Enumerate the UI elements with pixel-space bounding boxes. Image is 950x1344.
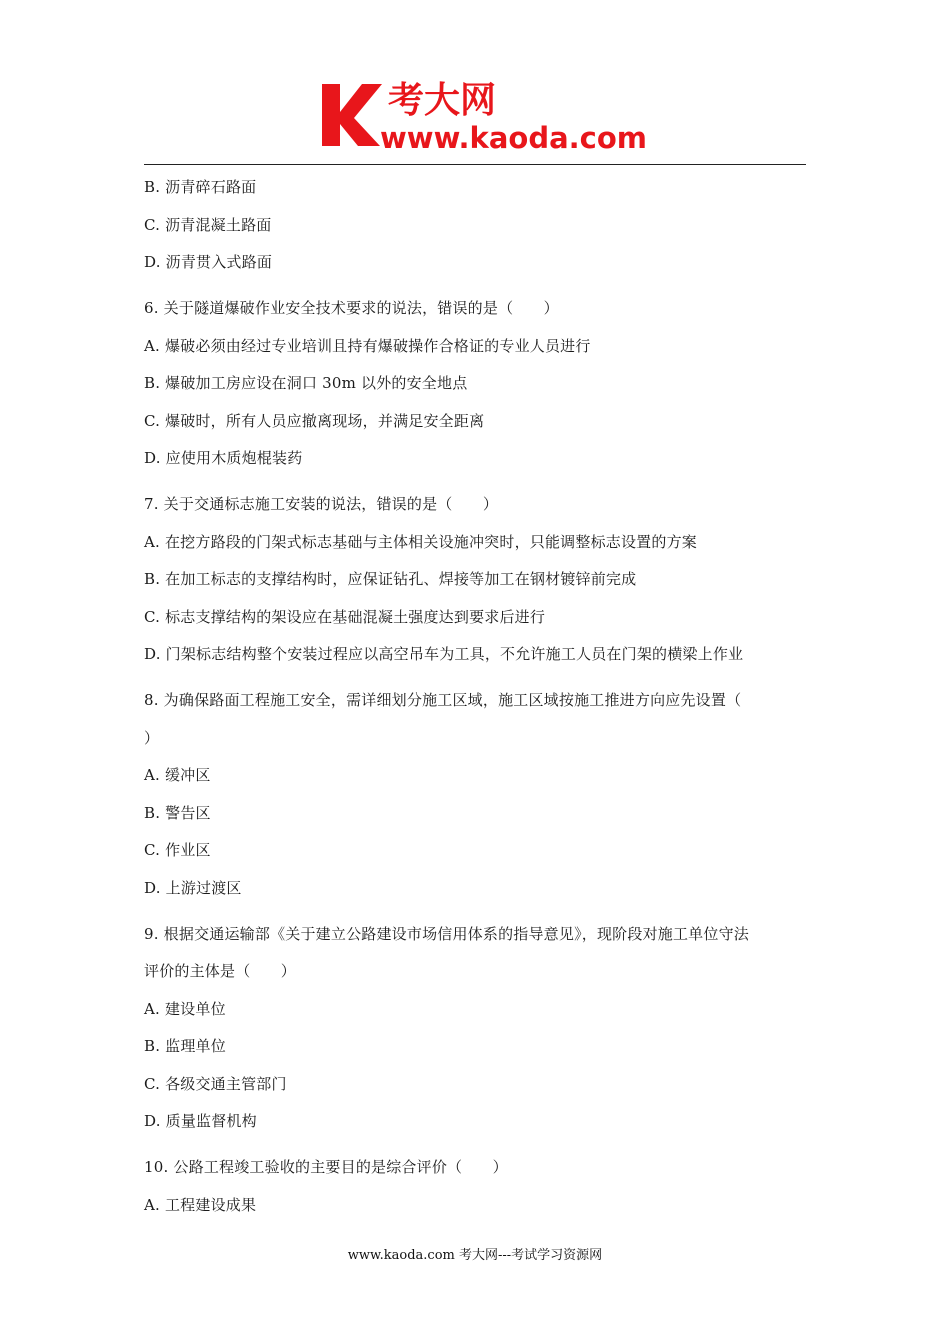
answer-option: A. 工程建设成果: [144, 1195, 257, 1214]
question-stem-continued: 评价的主体是（ ）: [144, 962, 297, 980]
exam-content: [144, 168, 808, 1215]
question-stem: 6. 关于隧道爆破作业安全技术要求的说法，错误的是（ ）: [144, 299, 559, 317]
answer-option: C. 作业区: [144, 841, 211, 859]
answer-option: C. 标志支撑结构的架设应在基础混凝土强度达到要求后进行: [144, 607, 546, 626]
header-divider: [144, 164, 806, 165]
logo-title: 考大网: [388, 80, 497, 121]
question-stem: 7. 关于交通标志施工安装的说法，错误的是（ ）: [144, 495, 499, 513]
question-stem: 9. 根据交通运输部《关于建立公路建设市场信用体系的指导意见》，现阶段对施工单位守法: [144, 924, 749, 943]
answer-option: D. 应使用木质炮棍装药: [144, 449, 303, 467]
answer-option: B. 警告区: [144, 803, 211, 822]
answer-option: A. 爆破必须由经过专业培训且持有爆破操作合格证的专业人员进行: [144, 336, 591, 355]
question-stem: 10. 公路工程竣工验收的主要目的是综合评价（ ）: [144, 1158, 508, 1176]
answer-option: D. 沥青贯入式路面: [144, 253, 273, 271]
answer-option: D. 门架标志结构整个安装过程应以高空吊车为工具，不允许施工人员在门架的横梁上作业: [144, 645, 744, 663]
logo-k-mark: [322, 84, 382, 146]
logo-url: www.kaoda.com: [380, 121, 647, 155]
kaoda-logo-graphic: [318, 78, 648, 160]
question-stem: 8. 为确保路面工程施工安全，需详细划分施工区域，施工区域按施工推进方向应先设置（: [144, 691, 742, 709]
answer-option: A. 建设单位: [144, 999, 226, 1018]
answer-option: A. 缓冲区: [144, 766, 211, 784]
kaoda-logo: [318, 78, 648, 160]
answer-option: B. 在加工标志的支撑结构时，应保证钻孔、焊接等加工在钢材镀锌前完成: [144, 570, 637, 588]
answer-option: C. 爆破时，所有人员应撤离现场，并满足安全距离: [144, 411, 485, 430]
answer-option: B. 沥青碎石路面: [144, 178, 257, 196]
answer-option: B. 爆破加工房应设在洞口 30m 以外的安全地点: [144, 374, 468, 392]
answer-option: C. 沥青混凝土路面: [144, 215, 272, 234]
answer-option: D. 上游过渡区: [144, 878, 242, 897]
answer-option: C. 各级交通主管部门: [144, 1074, 287, 1093]
answer-option: B. 监理单位: [144, 1037, 226, 1055]
answer-option: A. 在挖方路段的门架式标志基础与主体相关设施冲突时，只能调整标志设置的方案: [144, 532, 697, 551]
page-footer: www.kaoda.com 考大网---考试学习资源网: [347, 1248, 603, 1263]
answer-option: D. 质量监督机构: [144, 1112, 257, 1130]
question-stem-continued: ）: [144, 728, 160, 747]
